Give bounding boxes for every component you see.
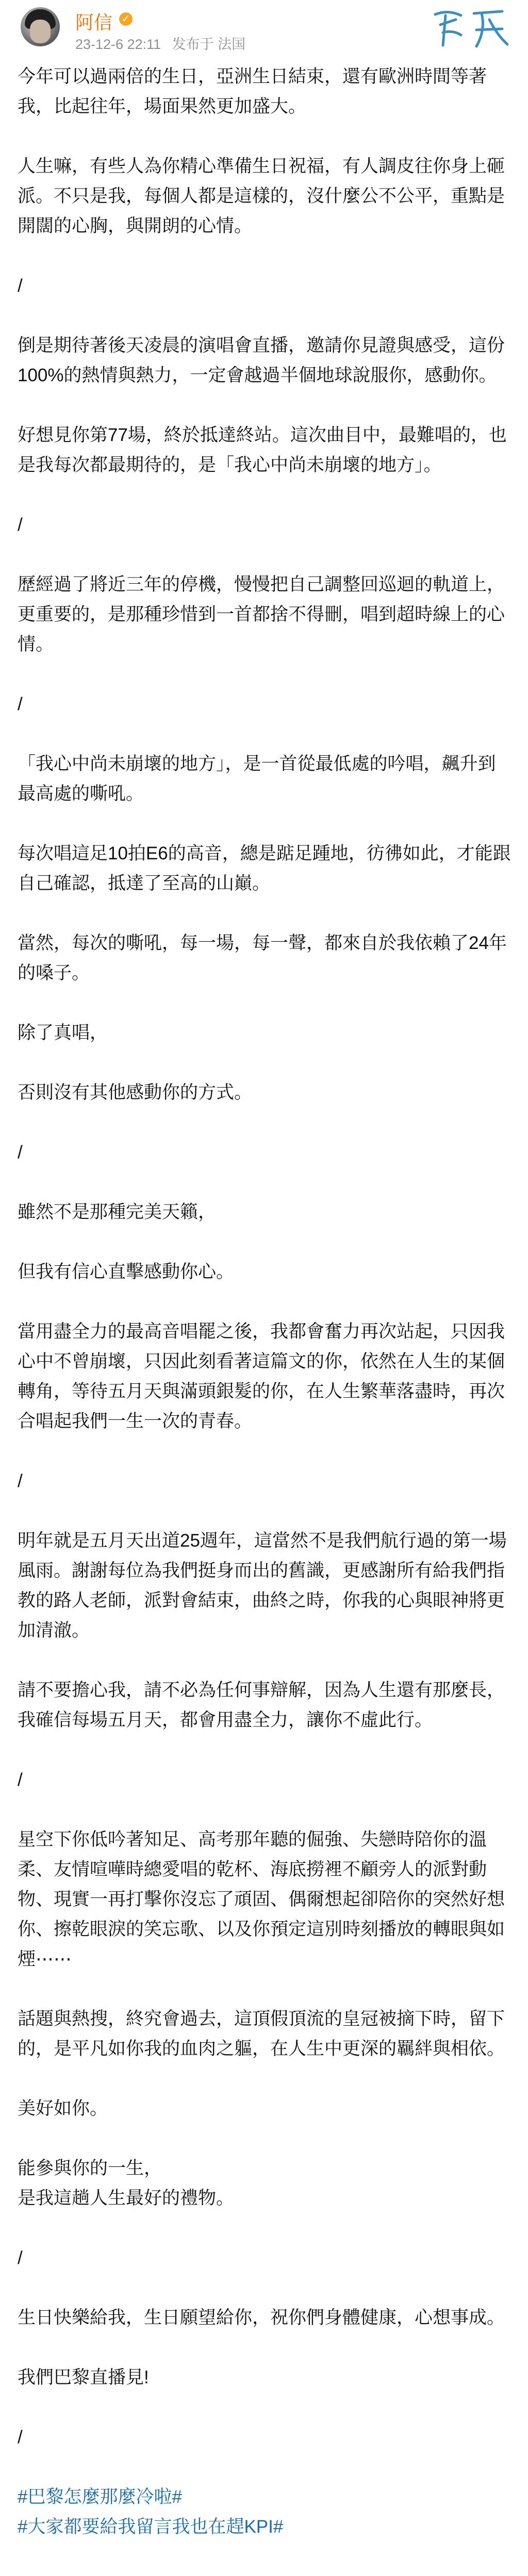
paragraph-gap <box>18 1287 513 1317</box>
post-paragraph: / <box>18 1770 23 1790</box>
hashtag-link[interactable]: #巴黎怎麼那麼冷啦# <box>18 2487 182 2507</box>
paragraph-gap <box>18 988 513 1018</box>
post-paragraph: 今年可以過兩倍的生日，亞洲生日結束，還有歐洲時間等著我，比起往年，場面果然更加盛大。 <box>18 66 487 116</box>
paragraph-gap <box>18 2393 513 2422</box>
post-paragraph: 星空下你低吟著知足、高考那年聽的倔強、失戀時陪你的溫柔、友情喧嘩時總愛唱的乾杯、海底撈裡不顧旁人的派對動物、現實一再打擊你沒忘了頑固、偶爾想起卻陪你的突然好想你、擦乾眼淚的笑忘歌、以及你預定這別時刻播放的轉眼與如煙⋯⋯ <box>18 1829 505 1969</box>
paragraph-gap <box>18 2452 513 2482</box>
avatar[interactable] <box>21 7 60 46</box>
paragraph-gap <box>18 2273 513 2303</box>
calligraphy-logo-icon <box>425 4 513 54</box>
paragraph-gap <box>18 1496 513 1526</box>
post-paragraph: 除了真唱， <box>18 1023 108 1043</box>
post-paragraph: 但我有信心直擊感動你心。 <box>18 1262 235 1282</box>
post-paragraph: / <box>18 1471 23 1491</box>
post-paragraph: 「我心中尚未崩壞的地方」，是一首從最低處的吟唱，飆升到最高處的嘶吼。 <box>18 754 496 804</box>
paragraph-gap <box>18 2213 513 2243</box>
paragraph-gap <box>18 659 513 689</box>
post-paragraph: 當然，每次的嘶吼，每一場，每一聲，都來自於我依賴了24年的嗓子。 <box>18 933 507 983</box>
post-header <box>0 0 528 57</box>
post-paragraph: / <box>18 2248 23 2268</box>
paragraph-gap <box>18 809 513 839</box>
post-paragraph: 歷經過了將近三年的停機，慢慢把自己調整回巡迴的軌道上，更重要的，是那種珍惜到一首都捨不得刪，唱到超時線上的心情。 <box>18 574 505 654</box>
post-paragraph: 明年就是五月天出道25週年，這當然不是我們航行過的第一場風雨。謝謝每位為我們挺身而出的舊識，更感謝所有給我們指教的路人老師，派對會結束，曲終之時，你我的心與眼神將更加清澈。 <box>18 1531 507 1640</box>
post-paragraph: / <box>18 1142 23 1162</box>
paragraph-gap <box>18 1048 513 1078</box>
post-paragraph: 能參與你的一生， <box>18 2158 162 2178</box>
paragraph-gap <box>18 2124 513 2154</box>
verified-badge-icon: ✓ <box>119 12 133 26</box>
post-paragraph: 當用盡全力的最高音唱罷之後，我都會奮力再次站起，只因我心中不曾崩壞，只因此刻看著這篇文的你，依然在人生的某個轉角，等待五月天與滿頭銀髮的你，在人生繁華落盡時，再次合唱起我們一生一次的青春。 <box>18 1321 505 1431</box>
post-paragraph: 話題與熱搜，終究會過去，這頂假頂流的皇冠被摘下時，留下的，是平凡如你我的血肉之軀，在人生中更深的羈絆與相依。 <box>18 2009 505 2059</box>
post-paragraph: / <box>18 2427 23 2447</box>
post-paragraph: 是我這趟人生最好的禮物。 <box>18 2188 235 2208</box>
post-paragraph: 美好如你。 <box>18 2098 108 2119</box>
paragraph-gap <box>18 301 513 331</box>
post-paragraph: / <box>18 694 23 714</box>
post-source: 发布于 法国 <box>172 37 246 52</box>
hashtag-link[interactable]: #大家都要給我留言我也在趕KPI# <box>18 2517 284 2537</box>
username[interactable]: 阿信 <box>75 12 113 33</box>
post-paragraph: 倒是期待著後天凌晨的演唱會直播，邀請你見證與感受，這份100%的熱情與熱力，一定會越過半個地球說服你，感動你。 <box>18 335 505 385</box>
paragraph-gap <box>18 1227 513 1257</box>
post-paragraph: 我們巴黎直播見! <box>18 2367 149 2387</box>
post-paragraph: 雖然不是那種完美天籟， <box>18 1202 217 1222</box>
paragraph-gap <box>18 391 513 420</box>
post-paragraph: / <box>18 515 23 535</box>
paragraph-gap <box>18 719 513 749</box>
paragraph-gap <box>18 540 513 570</box>
paragraph-gap <box>18 480 513 510</box>
post-paragraph: 好想見你第77場，終於抵達終站。這次曲目中，最難唱的，也是我每次都最期待的，是「我心中尚未崩壞的地方」。 <box>18 425 507 475</box>
paragraph-gap <box>18 2064 513 2094</box>
paragraph-gap <box>18 1735 513 1765</box>
post-body <box>18 62 513 2542</box>
post-paragraph: 生日快樂給我，生日願望給你，祝你們身體健康，心想事成。 <box>18 2308 505 2328</box>
paragraph-gap <box>18 2333 513 2363</box>
paragraph-gap <box>18 899 513 928</box>
paragraph-gap <box>18 122 513 151</box>
post-paragraph: 每次唱這足10拍E6的高音，總是踮足踵地，彷彿如此，才能跟自己確認，抵達了至高的山巔。 <box>18 843 511 893</box>
post-paragraph: 人生嘛，有些人為你精心準備生日祝福，有人調皮往你身上砸派。不只是我，每個人都是這樣的，沒什麼公不公平，重點是開闊的心胸，與開朗的心情。 <box>18 156 505 236</box>
timestamp: 23-12-6 22:11 <box>75 37 161 52</box>
post-meta <box>75 33 253 53</box>
avatar-face <box>30 20 51 43</box>
paragraph-gap <box>18 1646 513 1675</box>
paragraph-gap <box>18 241 513 271</box>
post-paragraph: 否則沒有其他感動你的方式。 <box>18 1082 253 1103</box>
paragraph-gap <box>18 1108 513 1138</box>
paragraph-gap <box>18 1974 513 2004</box>
paragraph-gap <box>18 1795 513 1825</box>
paragraph-gap <box>18 1167 513 1197</box>
post-paragraph: 請不要擔心我，請不必為任何事辯解，因為人生還有那麼長，我確信每場五月天，都會用盡全力，讓你不虛此行。 <box>18 1680 505 1730</box>
post-paragraph: / <box>18 276 23 296</box>
paragraph-gap <box>18 1436 513 1466</box>
